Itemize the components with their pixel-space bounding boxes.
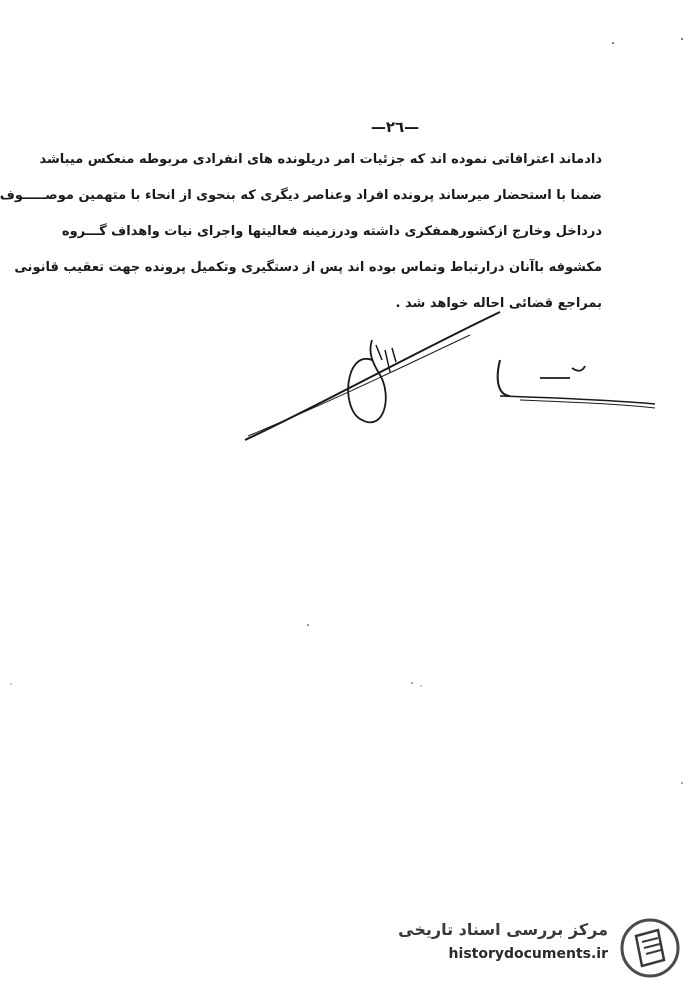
body-line-1: دادماند اعترافاتی نموده اند که جزئیات امر دریلونده های انفرادی مربوطه منعکس میباشد — [39, 152, 602, 167]
archive-logo-icon — [618, 916, 682, 980]
body-line-5: بمراجع قضائی احاله خواهد شد . — [395, 296, 602, 311]
document-body — [0, 142, 602, 322]
body-line-3: درداخل وخارج ازکشورهمفکری داشته ودرزمینه فعالیتها واجرای نیات واهداف گـــروه — [61, 224, 602, 239]
scan-speck — [411, 682, 413, 684]
scan-speck — [420, 685, 422, 687]
body-line-4: مکشوفه باآنان درارتباط وتماس بوده اند پس از دستگیری وتکمیل پرونده جهت تعقیب قانونی — [14, 260, 602, 275]
signature-stroke-2 — [248, 335, 470, 436]
scan-speck — [612, 42, 614, 44]
watermark-url: historydocuments.ir — [448, 946, 608, 962]
scan-speck — [681, 782, 683, 784]
archive-watermark — [398, 916, 682, 978]
underline-stroke — [500, 396, 655, 404]
scan-speck — [307, 624, 309, 626]
scan-speck — [681, 38, 683, 40]
initials-mark-2 — [540, 366, 585, 378]
body-line-2: ضمنا با استحضار میرساند پرونده افراد وعناصر دیگری که بنحوی از انحاء با متهمین موصـــــوف — [0, 188, 602, 203]
initials-mark — [498, 360, 510, 396]
page-number: —٢٦— — [370, 118, 420, 136]
scan-speck — [10, 683, 12, 685]
watermark-title: مرکز بررسی اسناد تاریخی — [398, 920, 608, 939]
signature-loop — [348, 340, 386, 422]
signature-stroke — [245, 312, 500, 440]
underline-stroke-2 — [520, 400, 655, 408]
signature-mark — [376, 345, 396, 372]
